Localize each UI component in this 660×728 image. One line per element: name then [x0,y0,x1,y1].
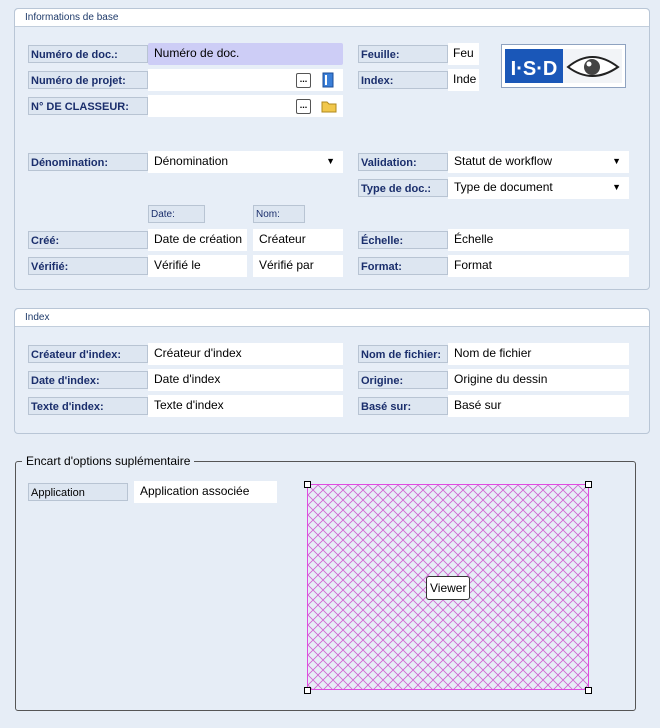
folder-icon[interactable] [321,99,337,116]
base-info-title: Informations de base [15,9,649,27]
resize-handle-bottom-left[interactable] [304,687,311,694]
validation-select[interactable] [448,151,629,173]
creator-field[interactable]: Créateur [253,229,343,251]
doc-type-select[interactable] [448,177,629,199]
resize-handle-top-left[interactable] [304,481,311,488]
isd-logo [501,44,626,88]
doc-type-value: Type de document [454,180,553,194]
book-icon[interactable] [321,72,335,91]
index-creator-label: Créateur d'index: [28,345,148,363]
application-field[interactable]: Application associée [134,481,277,503]
project-browse-button[interactable]: ... [296,73,311,88]
filename-field[interactable]: Nom de fichier [448,343,629,365]
index-text-label: Texte d'index: [28,397,148,415]
index-date-label: Date d'index: [28,371,148,389]
viewer-label: Viewer [426,576,470,600]
chevron-down-icon: ▼ [612,182,621,192]
logo-text: I·S·D [510,58,558,80]
index-field[interactable]: Inde [448,69,479,91]
index-date-field[interactable]: Date d'index [148,369,343,391]
index-text-field[interactable]: Texte d'index [148,395,343,417]
index-label: Index: [358,71,448,89]
denomination-value: Dénomination [154,154,229,168]
binder-number-field[interactable] [148,95,343,117]
origin-label: Origine: [358,371,448,389]
verified-label: Vérifié: [28,257,148,275]
project-number-field[interactable] [148,69,343,91]
doc-type-label: Type de doc.: [358,179,448,197]
project-number-label: Numéro de projet: [28,71,148,89]
chevron-down-icon: ▼ [326,156,335,166]
validation-value: Statut de workflow [454,154,553,168]
binder-browse-button[interactable]: ... [296,99,311,114]
scale-field[interactable]: Échelle [448,229,629,251]
filename-label: Nom de fichier: [358,345,448,363]
sheet-label: Feuille: [358,45,448,63]
doc-number-field[interactable]: Numéro de doc. [148,43,343,65]
chevron-down-icon: ▼ [612,156,621,166]
format-label: Format: [358,257,448,275]
resize-handle-bottom-right[interactable] [585,687,592,694]
doc-number-label: Numéro de doc.: [28,45,148,63]
index-panel-title: Index [15,309,649,327]
scale-label: Échelle: [358,231,448,249]
index-creator-field[interactable]: Créateur d'index [148,343,343,365]
sheet-field[interactable]: Feu [448,43,479,65]
based-on-field[interactable]: Basé sur [448,395,629,417]
denomination-select[interactable] [148,151,343,173]
created-date-field[interactable]: Date de création [148,229,247,251]
resize-handle-top-right[interactable] [585,481,592,488]
verified-date-field[interactable]: Vérifié le [148,255,247,277]
validation-label: Validation: [358,153,448,171]
application-label: Application [28,483,128,501]
name-column-header: Nom: [253,205,305,223]
verified-by-field[interactable]: Vérifié par [253,255,343,277]
format-field[interactable]: Format [448,255,629,277]
created-label: Créé: [28,231,148,249]
binder-number-label: N° DE CLASSEUR: [28,97,148,115]
options-group-title: Encart d'options suplémentaire [22,454,194,468]
origin-field[interactable]: Origine du dessin [448,369,629,391]
based-on-label: Basé sur: [358,397,448,415]
date-column-header: Date: [148,205,205,223]
denomination-label: Dénomination: [28,153,148,171]
